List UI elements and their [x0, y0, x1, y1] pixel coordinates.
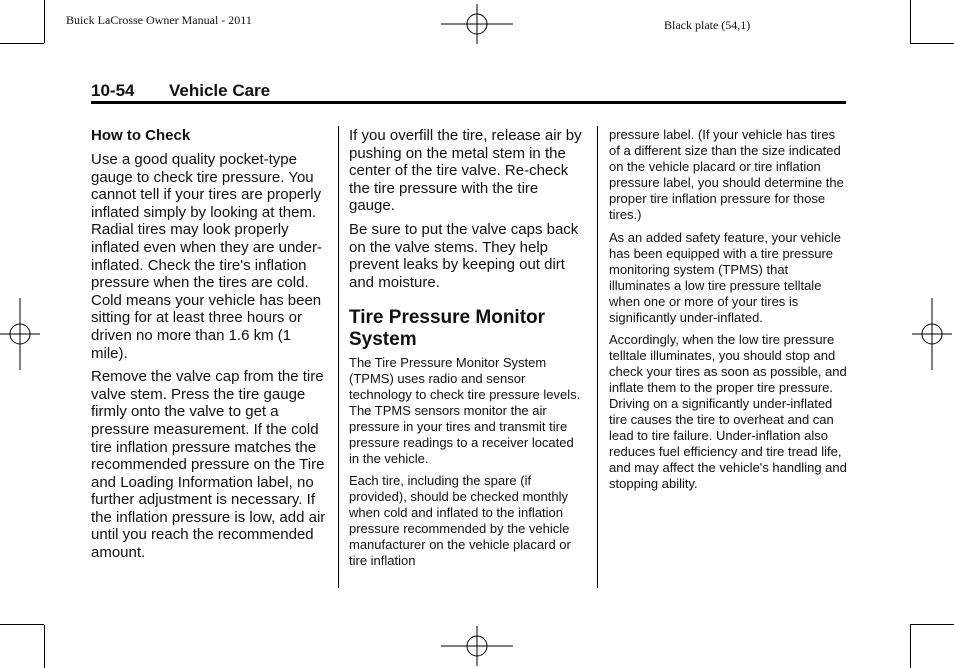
section-title: Tire Pressure Monitor System	[349, 307, 546, 350]
crop-mark-top-right-v	[910, 0, 911, 43]
registration-mark-top-icon	[441, 4, 513, 44]
plate-slug: Black plate (54,1)	[664, 18, 751, 32]
column-2	[349, 127, 587, 569]
registration-mark-left-icon	[0, 298, 40, 370]
paragraph: Remove the valve cap from the tire valve stem. Press the tire gauge firmly onto the valve to get a pressure measurement. If the cold tire inflation pressure matches the recommended pressure on the Tire and Loading Information label, no further adjustment is necessary. If the inflation pressure is low, add air until you reach the recommended amount.	[91, 368, 326, 562]
paragraph: Use a good quality pocket-type gauge to check tire pressure. You cannot tell if your tires are properly inflated simply by looking at them. Radial tires may look properly inflated even when they are under-inflated. Check the tire's inflation pressure when the tires are cold. Cold means your vehicle has been sitting for at least three hours or driven no more than 1.6 km (1 mile).	[91, 151, 322, 362]
subheading-how-to-check: How to Check	[91, 127, 191, 144]
crop-mark-top-right-h	[910, 43, 954, 44]
paragraph: Each tire, including the spare (if provided), should be checked monthly when cold and inflated to the inflation pressure recommended by the vehicle manufacturer on the vehicle placard or tire inflation	[349, 473, 571, 569]
crop-mark-bottom-left-v	[44, 625, 45, 668]
crop-mark-bottom-left-h	[0, 624, 44, 625]
paragraph: If you overfill the tire, release air by pushing on the metal stem in the center of the tire valve. Re-check the tire pressure with the tire gauge.	[349, 127, 582, 215]
registration-mark-right-icon	[912, 298, 952, 370]
crop-mark-top-left-h	[0, 43, 44, 44]
paragraph: Accordingly, when the low tire pressure telltale illuminates, you should stop and check your tires as soon as possible, and inflate them to the proper tire pressure. Driving on a significantly under-inflated tire causes the tire to overheat and can lead to tire failure. Under-inflation also reduces fuel efficiency and tire tread life, and may affect the vehicle's handling and stopping ability.	[609, 332, 847, 491]
paragraph: pressure label. (If your vehicle has tires of a different size than the size indicated on the vehicle placard or tire inflation pressure label, you should determine the proper tire inflation pressure for those tires.)	[609, 127, 844, 222]
page-number: 10-54	[91, 81, 135, 100]
manual-slug: Buick LaCrosse Owner Manual - 2011	[66, 13, 252, 27]
column-divider-1	[338, 126, 339, 588]
column-1	[91, 127, 331, 562]
paragraph: Be sure to put the valve caps back on the valve stems. They help prevent leaks by keeping out dirt and moisture.	[349, 220, 579, 291]
section-name: Vehicle Care	[169, 81, 271, 100]
header-rule	[91, 101, 846, 104]
registration-mark-bottom-icon	[441, 626, 513, 666]
paragraph: As an added safety feature, your vehicle has been equipped with a tire pressure monitoring system (TPMS) that illuminates a low tire pressure telltale when one or more of your tires is significantly under-inflated.	[609, 230, 841, 325]
column-divider-2	[597, 126, 598, 588]
crop-mark-bottom-right-v	[910, 625, 911, 668]
column-3	[609, 127, 849, 492]
crop-mark-bottom-right-h	[910, 624, 954, 625]
paragraph: The Tire Pressure Monitor System (TPMS) uses radio and sensor technology to check tire pressure levels. The TPMS sensors monitor the air pressure in your tires and transmit tire pressure readings to a receiver located in the vehicle.	[349, 355, 581, 467]
running-header	[91, 81, 270, 101]
crop-mark-top-left-v	[44, 0, 45, 43]
